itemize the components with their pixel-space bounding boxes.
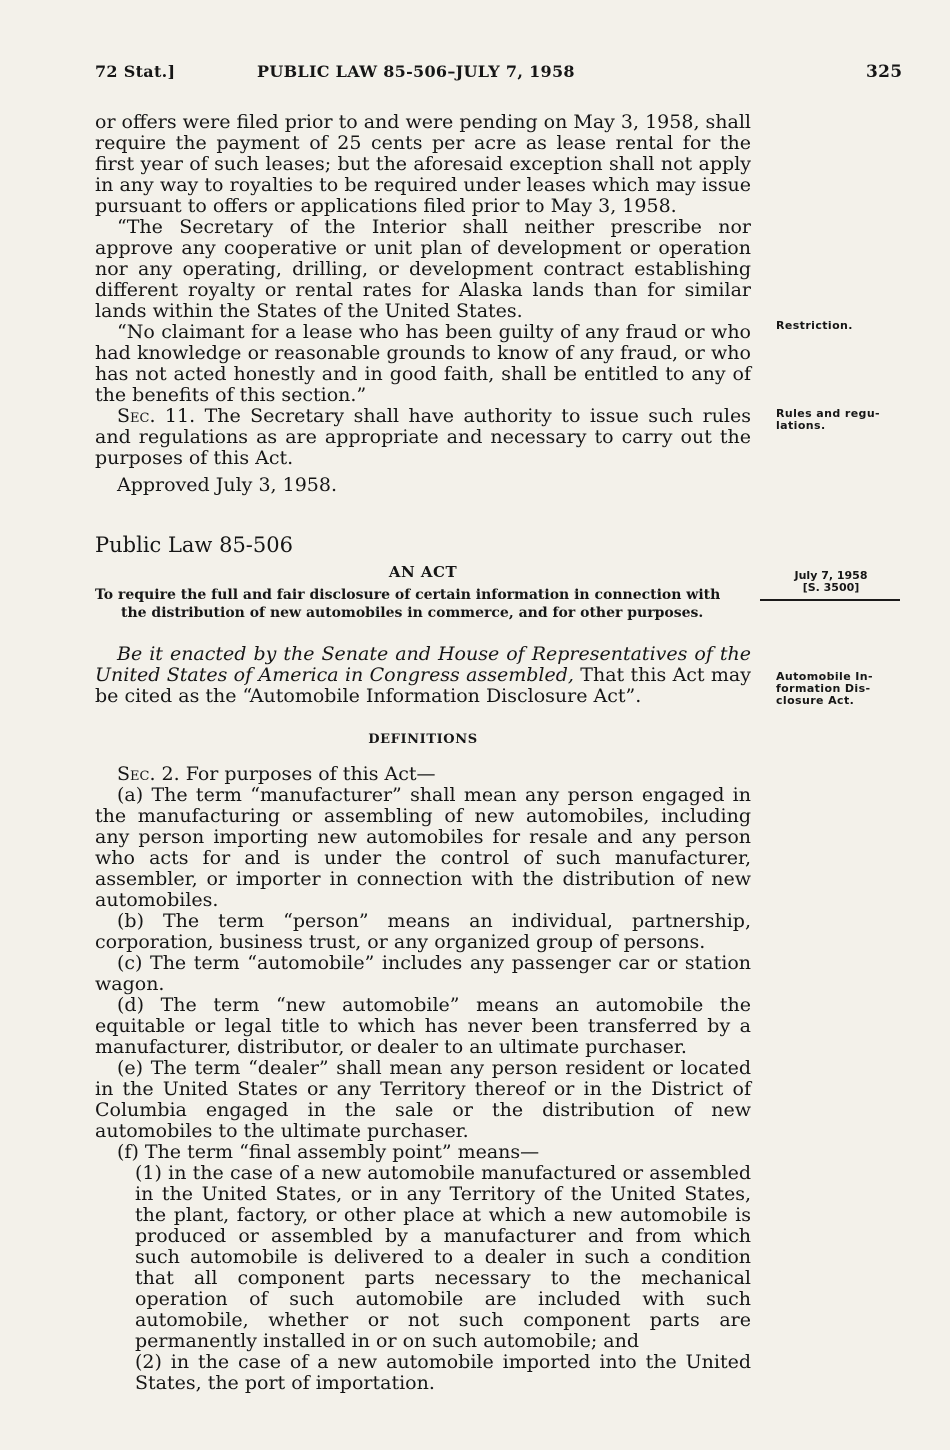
running-head-volume: 72 Stat.] bbox=[95, 62, 176, 81]
definition-d: (d) The term “new automobile” means an automobile the equitable or legal title to which has never been transferred by a manufacturer, distributor, or dealer to an ultimate purchaser. bbox=[95, 994, 751, 1058]
sec-11-label: Sec. 11. bbox=[117, 405, 196, 427]
enacting-clause bbox=[95, 644, 751, 707]
aida-line-2: formation Dis- bbox=[776, 682, 871, 695]
margin-note-date bbox=[763, 570, 899, 594]
section-continuation bbox=[95, 112, 751, 496]
approved-date: Approved July 3, 1958. bbox=[117, 474, 338, 496]
paragraph-lease-rental: or offers were filed prior to and were pending on May 3, 1958, shall require the payment of 25 cents per acre as lease rental for the first year of such leases; but the aforesaid exception shall not apply in any way to royalties to be required under leases which may issue pursuant to offers or applications filed prior to May 3, 1958. bbox=[95, 111, 751, 217]
act-heading: AN ACT bbox=[388, 563, 458, 581]
bill-number: [S. 3500] bbox=[802, 581, 860, 594]
definition-f-2: (2) in the case of a new automobile imported into the United States, the port of importation. bbox=[135, 1351, 751, 1394]
paragraph-fraud-restriction: “No claimant for a lease who has been guilty of any fraud or who had knowledge or reasonable grounds to know of any fraud, or who has not acted honestly and in good faith, shall be entitled to any of the benefits of this section.” bbox=[95, 321, 751, 406]
margin-note-short-title bbox=[776, 671, 873, 707]
sec-2-intro-text: For purposes of this Act— bbox=[185, 763, 436, 785]
section-2 bbox=[95, 764, 751, 1394]
margin-note-restriction: Restriction. bbox=[776, 319, 853, 332]
enactment-date: July 7, 1958 bbox=[794, 569, 868, 582]
definition-e: (e) The term “dealer” shall mean any person resident or located in the United States or any Territory thereof or in the District of Columbia engaged in the sale or the distribution of new automobiles to the ultimate purchaser. bbox=[95, 1057, 751, 1142]
aida-line-3: closure Act. bbox=[776, 694, 855, 707]
definition-f-1: (1) in the case of a new automobile manufactured or assembled in the United States, or in any Territory of the United States, the plant, factory, or other place at which a new automobile is produced or assembled by a manufacturer and from which such automobile is delivered to a dealer in such a condition that all component parts necessary to the mechanical operation of such automobile are included with such automobile, whether or not such component parts are permanently installed in or on such automobile; and bbox=[135, 1162, 751, 1352]
page-number: 325 bbox=[866, 62, 903, 82]
definition-a: (a) The term “manufacturer” shall mean any person engaged in the manufacturing or assembling of new automobiles, including any person importing new automobiles for resale and any person who acts for and is under the control of such manufacturer, assembler, or importer in connection with the distribution of new automobiles. bbox=[95, 784, 751, 911]
definitions-heading: DEFINITIONS bbox=[368, 732, 478, 747]
act-purpose bbox=[95, 586, 751, 622]
sec-2-intro bbox=[95, 764, 751, 785]
public-law-title: Public Law 85-506 bbox=[95, 533, 293, 557]
aida-line-1: Automobile In- bbox=[776, 670, 873, 683]
definition-f: (f) The term “final assembly point” means— bbox=[117, 1141, 540, 1163]
margin-rule bbox=[760, 599, 900, 601]
paragraph-secretary-interior: “The Secretary of the Interior shall neither prescribe nor approve any cooperative or unit plan of development or operation nor any operating, drilling, or development contract establishing different royalty or rental rates for Alaska lands than for similar lands within the States of the United States. bbox=[95, 216, 751, 322]
definition-c: (c) The term “automobile” includes any passenger car or station wagon. bbox=[95, 952, 751, 995]
margin-note-rules bbox=[776, 408, 880, 432]
paragraph-sec-11 bbox=[95, 406, 751, 469]
sec-2-label: Sec. 2. bbox=[117, 763, 180, 785]
running-head-title: PUBLIC LAW 85-506–JULY 7, 1958 bbox=[257, 62, 575, 81]
rules-line-1: Rules and regu- bbox=[776, 407, 881, 420]
definition-b: (b) The term “person” means an individual, partnership, corporation, business trust, or any organized group of persons. bbox=[95, 910, 751, 953]
purpose-line-1: To require the full and fair disclosure of certain information in connection with bbox=[95, 587, 721, 603]
enacting-rest: That this Act may be cited as the “Automobile Information Disclosure Act”. bbox=[95, 664, 751, 707]
purpose-line-2: the distribution of new automobiles in commerce, and for other purposes. bbox=[121, 605, 704, 621]
enacting-italic: Be it enacted by the Senate and House of Representatives of the United States of America in Congress assembled, bbox=[95, 643, 751, 686]
rules-line-2: lations. bbox=[776, 419, 826, 432]
enacting-paragraph bbox=[95, 644, 751, 707]
sec-11-text: The Secretary shall have authority to issue such rules and regulations as are appropriate and necessary to carry out the purposes of this Act. bbox=[95, 405, 751, 469]
